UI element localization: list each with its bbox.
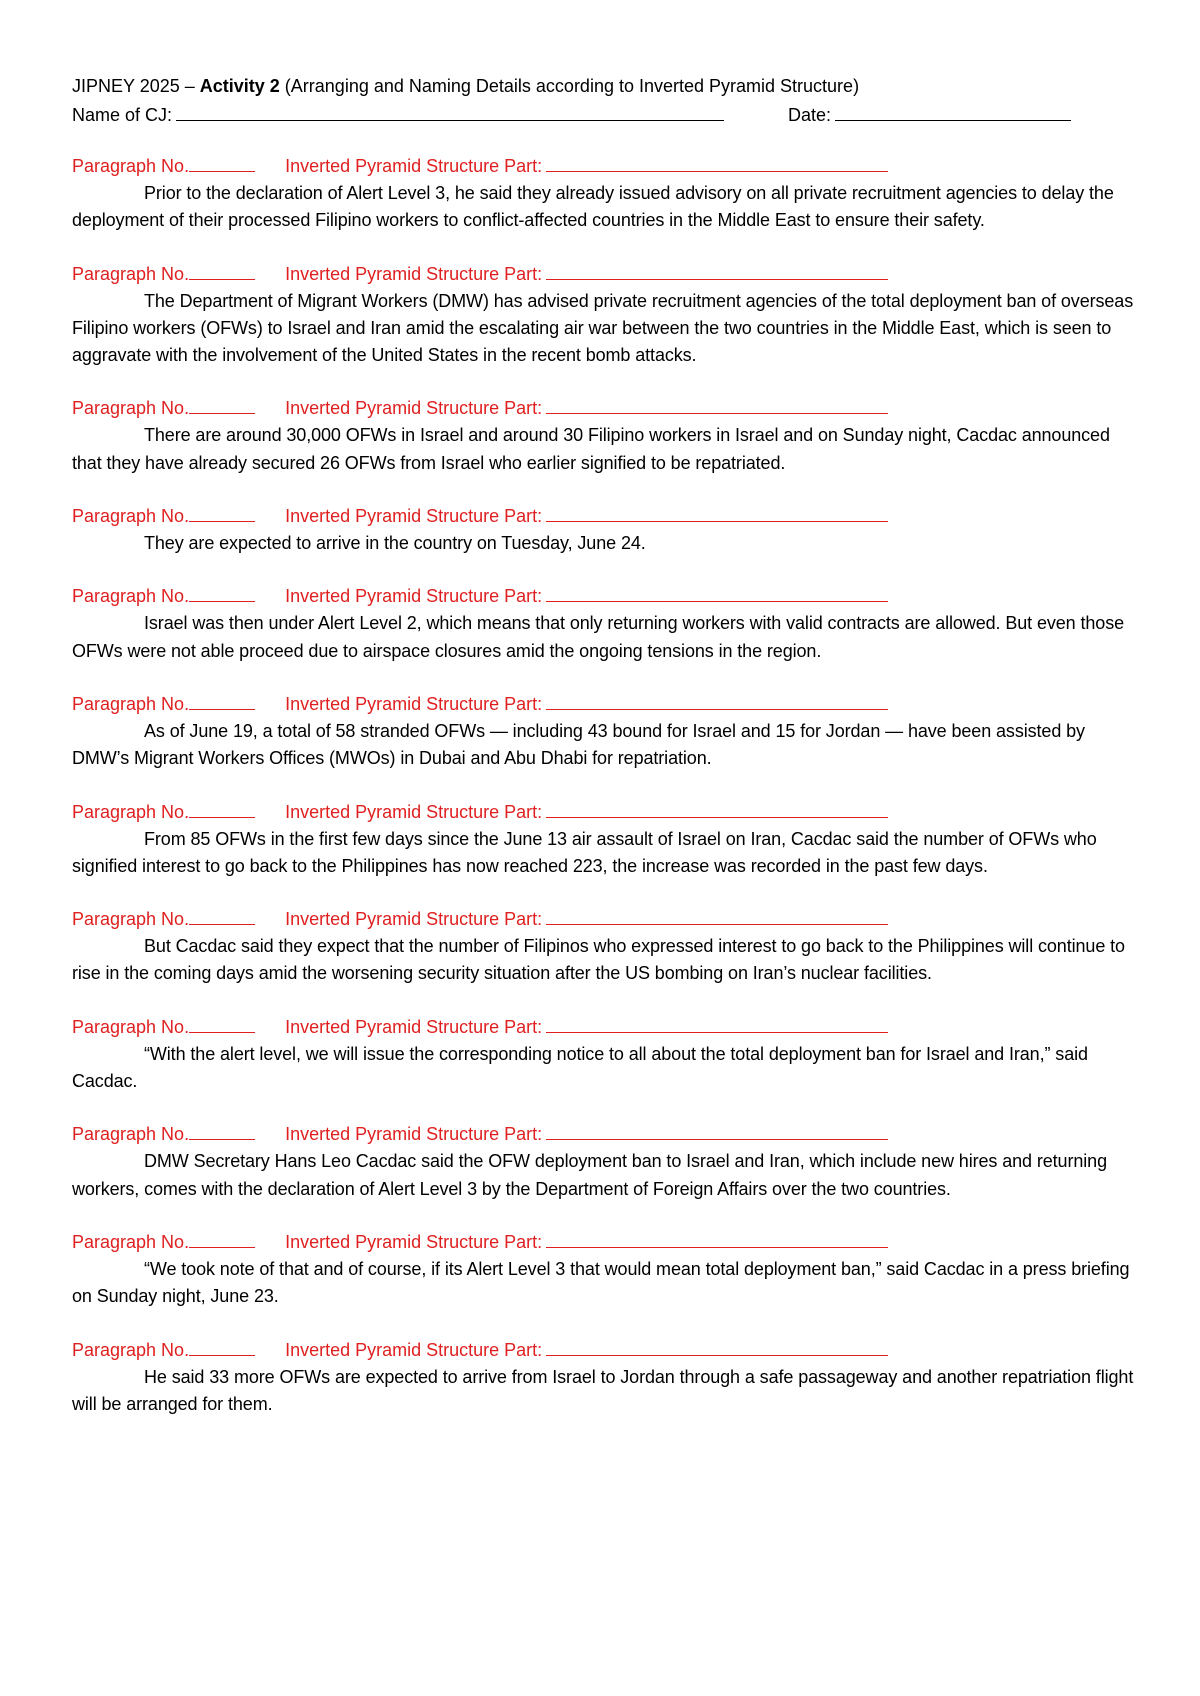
paragraph-no-label: Paragraph No. bbox=[72, 1231, 190, 1252]
paragraph-text: As of June 19, a total of 58 stranded OFWs — including 43 bound for Israel and 15 for Jordan — have been assisted by DMW’s Migrant Workers Offices (MWOs) in Dubai and Abu Dhabi for repatriation. bbox=[72, 720, 1085, 769]
paragraph-item bbox=[72, 153, 1137, 235]
structure-part-field[interactable] bbox=[546, 396, 888, 414]
paragraph-text: “We took note of that and of course, if its Alert Level 3 that would mean total deployment ban,” said Cacdac in a press briefing on Sunday night, June 23. bbox=[72, 1258, 1130, 1307]
paragraph-label-row bbox=[72, 799, 1137, 826]
paragraph-no-label: Paragraph No. bbox=[72, 1339, 190, 1360]
paragraph-no-field[interactable] bbox=[189, 504, 255, 522]
structure-part-field[interactable] bbox=[546, 584, 888, 602]
paragraph-label-row bbox=[72, 583, 1137, 610]
paragraph-item bbox=[72, 261, 1137, 370]
paragraph-text: He said 33 more OFWs are expected to arrive from Israel to Jordan through a safe passageway and another repatriation flight will be arranged for them. bbox=[72, 1366, 1134, 1414]
paragraph-label-row bbox=[72, 1229, 1137, 1256]
paragraph-no-label: Paragraph No. bbox=[72, 398, 190, 419]
paragraph-text: DMW Secretary Hans Leo Cacdac said the OFW deployment ban to Israel and Iran, which include new hires and returning workers, comes with the declaration of Alert Level 3 by the Department of Foreign Affairs over the two countries. bbox=[72, 1151, 1107, 1199]
paragraph-no-label: Paragraph No. bbox=[72, 263, 190, 284]
structure-part-field[interactable] bbox=[546, 154, 888, 172]
paragraph-list bbox=[72, 153, 1137, 1418]
structure-part-field[interactable] bbox=[546, 907, 888, 925]
paragraph-no-label: Paragraph No. bbox=[72, 156, 190, 176]
structure-part-label: Inverted Pyramid Structure Part: bbox=[285, 398, 543, 419]
paragraph-text: Israel was then under Alert Level 2, which means that only returning workers with valid contracts are allowed. But even those OFWs were not able proceed due to airspace closures amid the ongoing tensions in the region. bbox=[72, 613, 1125, 661]
name-date-row bbox=[72, 101, 1137, 130]
structure-part-field[interactable] bbox=[546, 800, 888, 818]
structure-part-label: Inverted Pyramid Structure Part: bbox=[285, 156, 543, 176]
paragraph-no-label: Paragraph No. bbox=[72, 1016, 190, 1037]
structure-part-label: Inverted Pyramid Structure Part: bbox=[285, 506, 543, 527]
paragraph-text: There are around 30,000 OFWs in Israel and around 30 Filipino workers in Israel and on Sunday night, Cacdac announced that they have already secured 26 OFWs from Israel who earlier signified to be repatriated. bbox=[72, 425, 1110, 473]
title-prefix: JIPNEY 2025 – bbox=[72, 76, 200, 96]
paragraph-text: “With the alert level, we will issue the corresponding notice to all about the total deployment ban for Israel and Iran,” said Cacdac. bbox=[72, 1043, 1088, 1092]
paragraph-no-field[interactable] bbox=[189, 154, 255, 172]
structure-part-label: Inverted Pyramid Structure Part: bbox=[285, 586, 543, 607]
structure-part-field[interactable] bbox=[546, 504, 888, 522]
structure-part-label: Inverted Pyramid Structure Part: bbox=[285, 1339, 543, 1360]
paragraph-no-field[interactable] bbox=[189, 1230, 255, 1248]
paragraph-label-row bbox=[72, 691, 1137, 718]
paragraph-label-row bbox=[72, 1014, 1137, 1041]
paragraph-no-label: Paragraph No. bbox=[72, 693, 190, 714]
date-field[interactable] bbox=[835, 102, 1071, 121]
paragraph-no-field[interactable] bbox=[189, 692, 255, 710]
paragraph-item bbox=[72, 503, 1137, 557]
paragraph-label-row bbox=[72, 261, 1137, 288]
paragraph-label-row bbox=[72, 1337, 1137, 1364]
paragraph-item bbox=[72, 906, 1137, 988]
structure-part-label: Inverted Pyramid Structure Part: bbox=[285, 801, 543, 822]
structure-part-field[interactable] bbox=[546, 262, 888, 280]
worksheet-title bbox=[72, 72, 1137, 101]
paragraph-text: Prior to the declaration of Alert Level 3, he said they already issued advisory on all private recruitment agencies to delay the deployment of their processed Filipino workers to conflict-affected countries in the Middle East to ensure their safety. bbox=[72, 183, 1114, 231]
paragraph-item bbox=[72, 1229, 1137, 1311]
structure-part-label: Inverted Pyramid Structure Part: bbox=[285, 1124, 543, 1145]
structure-part-field[interactable] bbox=[546, 1338, 888, 1356]
paragraph-item bbox=[72, 1014, 1137, 1096]
structure-part-field[interactable] bbox=[546, 692, 888, 710]
paragraph-text: From 85 OFWs in the first few days since the June 13 air assault of Israel on Iran, Cacdac said the number of OFWs who signified interest to go back to the Philippines has now reached 223, the increase was recorded in the past few days. bbox=[72, 828, 1097, 876]
name-label: Name of CJ: bbox=[72, 105, 173, 125]
paragraph-label-row bbox=[72, 395, 1137, 422]
paragraph-no-field[interactable] bbox=[189, 584, 255, 602]
structure-part-field[interactable] bbox=[546, 1230, 888, 1248]
paragraph-no-field[interactable] bbox=[189, 800, 255, 818]
paragraph-label-row bbox=[72, 503, 1137, 530]
paragraph-item bbox=[72, 1121, 1137, 1203]
paragraph-label-row bbox=[72, 153, 1137, 180]
paragraph-no-label: Paragraph No. bbox=[72, 801, 190, 822]
paragraph-text: They are expected to arrive in the country on Tuesday, June 24. bbox=[144, 533, 646, 554]
paragraph-item bbox=[72, 799, 1137, 881]
worksheet-page bbox=[72, 72, 1137, 1444]
structure-part-label: Inverted Pyramid Structure Part: bbox=[285, 693, 543, 714]
structure-part-label: Inverted Pyramid Structure Part: bbox=[285, 1016, 543, 1037]
paragraph-no-field[interactable] bbox=[189, 1338, 255, 1356]
paragraph-text: But Cacdac said they expect that the number of Filipinos who expressed interest to go back to the Philippines will continue to rise in the coming days amid the worsening security situation after the US bombing on Iran’s nuclear facilities. bbox=[72, 936, 1125, 984]
paragraph-no-label: Paragraph No. bbox=[72, 586, 190, 607]
title-description: (Arranging and Naming Details according to Inverted Pyramid Structure) bbox=[279, 76, 860, 96]
paragraph-item bbox=[72, 395, 1137, 477]
paragraph-text: The Department of Migrant Workers (DMW) has advised private recruitment agencies of the total deployment ban of overseas Filipino workers (OFWs) to Israel and Iran amid the escalating air war between the two countries in the Middle East, which is seen to aggravate with the involvement of the United States in the recent bomb attacks. bbox=[72, 290, 1134, 366]
paragraph-no-label: Paragraph No. bbox=[72, 506, 190, 527]
date-label: Date: bbox=[788, 105, 832, 125]
structure-part-field[interactable] bbox=[546, 1122, 888, 1140]
structure-part-label: Inverted Pyramid Structure Part: bbox=[285, 263, 543, 284]
paragraph-no-field[interactable] bbox=[189, 907, 255, 925]
paragraph-item bbox=[72, 691, 1137, 773]
paragraph-item bbox=[72, 1337, 1137, 1419]
structure-part-field[interactable] bbox=[546, 1015, 888, 1033]
paragraph-label-row bbox=[72, 906, 1137, 933]
paragraph-no-label: Paragraph No. bbox=[72, 1124, 190, 1145]
structure-part-label: Inverted Pyramid Structure Part: bbox=[285, 1231, 543, 1252]
activity-label: Activity 2 bbox=[199, 76, 280, 96]
paragraph-no-label: Paragraph No. bbox=[72, 909, 190, 930]
paragraph-no-field[interactable] bbox=[189, 1015, 255, 1033]
paragraph-item bbox=[72, 583, 1137, 665]
paragraph-label-row bbox=[72, 1121, 1137, 1148]
structure-part-label: Inverted Pyramid Structure Part: bbox=[285, 909, 543, 930]
paragraph-no-field[interactable] bbox=[189, 262, 255, 280]
name-field[interactable] bbox=[176, 102, 724, 121]
paragraph-no-field[interactable] bbox=[189, 1122, 255, 1140]
paragraph-no-field[interactable] bbox=[189, 396, 255, 414]
